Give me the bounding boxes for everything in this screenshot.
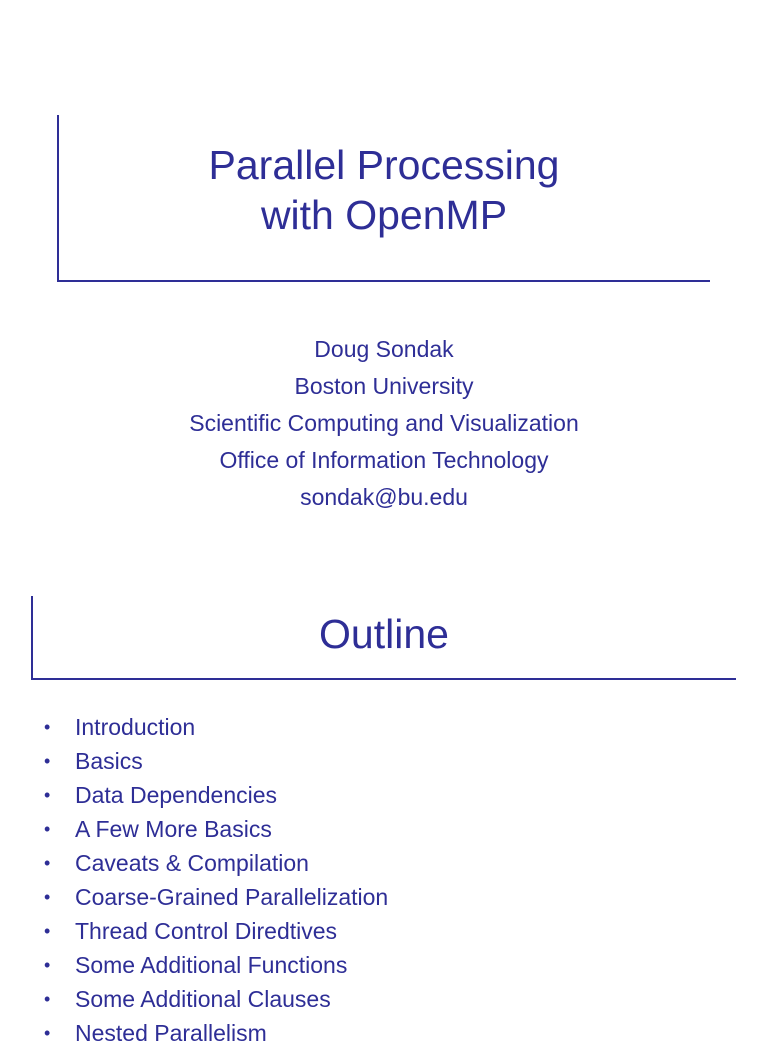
list-item (44, 880, 388, 914)
list-item (44, 914, 388, 948)
outline-frame-bottom-rule (31, 678, 736, 680)
list-item-label: Introduction (75, 714, 196, 740)
author-email: sondak@bu.edu (300, 484, 468, 510)
list-item-label: Data Dependencies (75, 782, 278, 808)
bullet-icon: • (44, 819, 51, 839)
outline-title: Outline (319, 611, 449, 657)
outline-list (44, 710, 388, 1050)
list-item (44, 778, 388, 812)
list-item-label: Caveats & Compilation (75, 850, 309, 876)
bullet-icon: • (44, 955, 51, 975)
bullet-icon: • (44, 717, 51, 737)
title-line-2: with OpenMP (260, 192, 508, 238)
list-item (44, 1016, 388, 1050)
title-frame-bottom-rule (57, 280, 710, 282)
bullet-icon: • (44, 921, 51, 941)
list-item (44, 710, 388, 744)
bullet-icon: • (44, 785, 51, 805)
author-info (0, 331, 768, 516)
list-item-label: A Few More Basics (75, 816, 272, 842)
title-line-1: Parallel Processing (208, 142, 560, 188)
bullet-icon: • (44, 751, 51, 771)
presentation-title (58, 140, 710, 240)
bullet-icon: • (44, 853, 51, 873)
list-item (44, 846, 388, 880)
list-item (44, 982, 388, 1016)
list-item (44, 812, 388, 846)
bullet-icon: • (44, 887, 51, 907)
list-item-label: Some Additional Clauses (75, 986, 331, 1012)
office-name: Office of Information Technology (219, 447, 549, 473)
outline-slide (0, 560, 768, 1046)
list-item-label: Coarse-Grained Parallelization (75, 884, 389, 910)
list-item (44, 948, 388, 982)
list-item-label: Thread Control Diredtives (75, 918, 338, 944)
bullet-icon: • (44, 989, 51, 1009)
list-item (44, 744, 388, 778)
author-name: Doug Sondak (314, 336, 454, 362)
list-item-label: Basics (75, 748, 143, 774)
department-name: Scientific Computing and Visualization (189, 410, 579, 436)
bullet-icon: • (44, 1023, 51, 1043)
institution-name: Boston University (294, 373, 474, 399)
list-item-label: Nested Parallelism (75, 1020, 267, 1046)
list-item-label: Some Additional Functions (75, 952, 348, 978)
